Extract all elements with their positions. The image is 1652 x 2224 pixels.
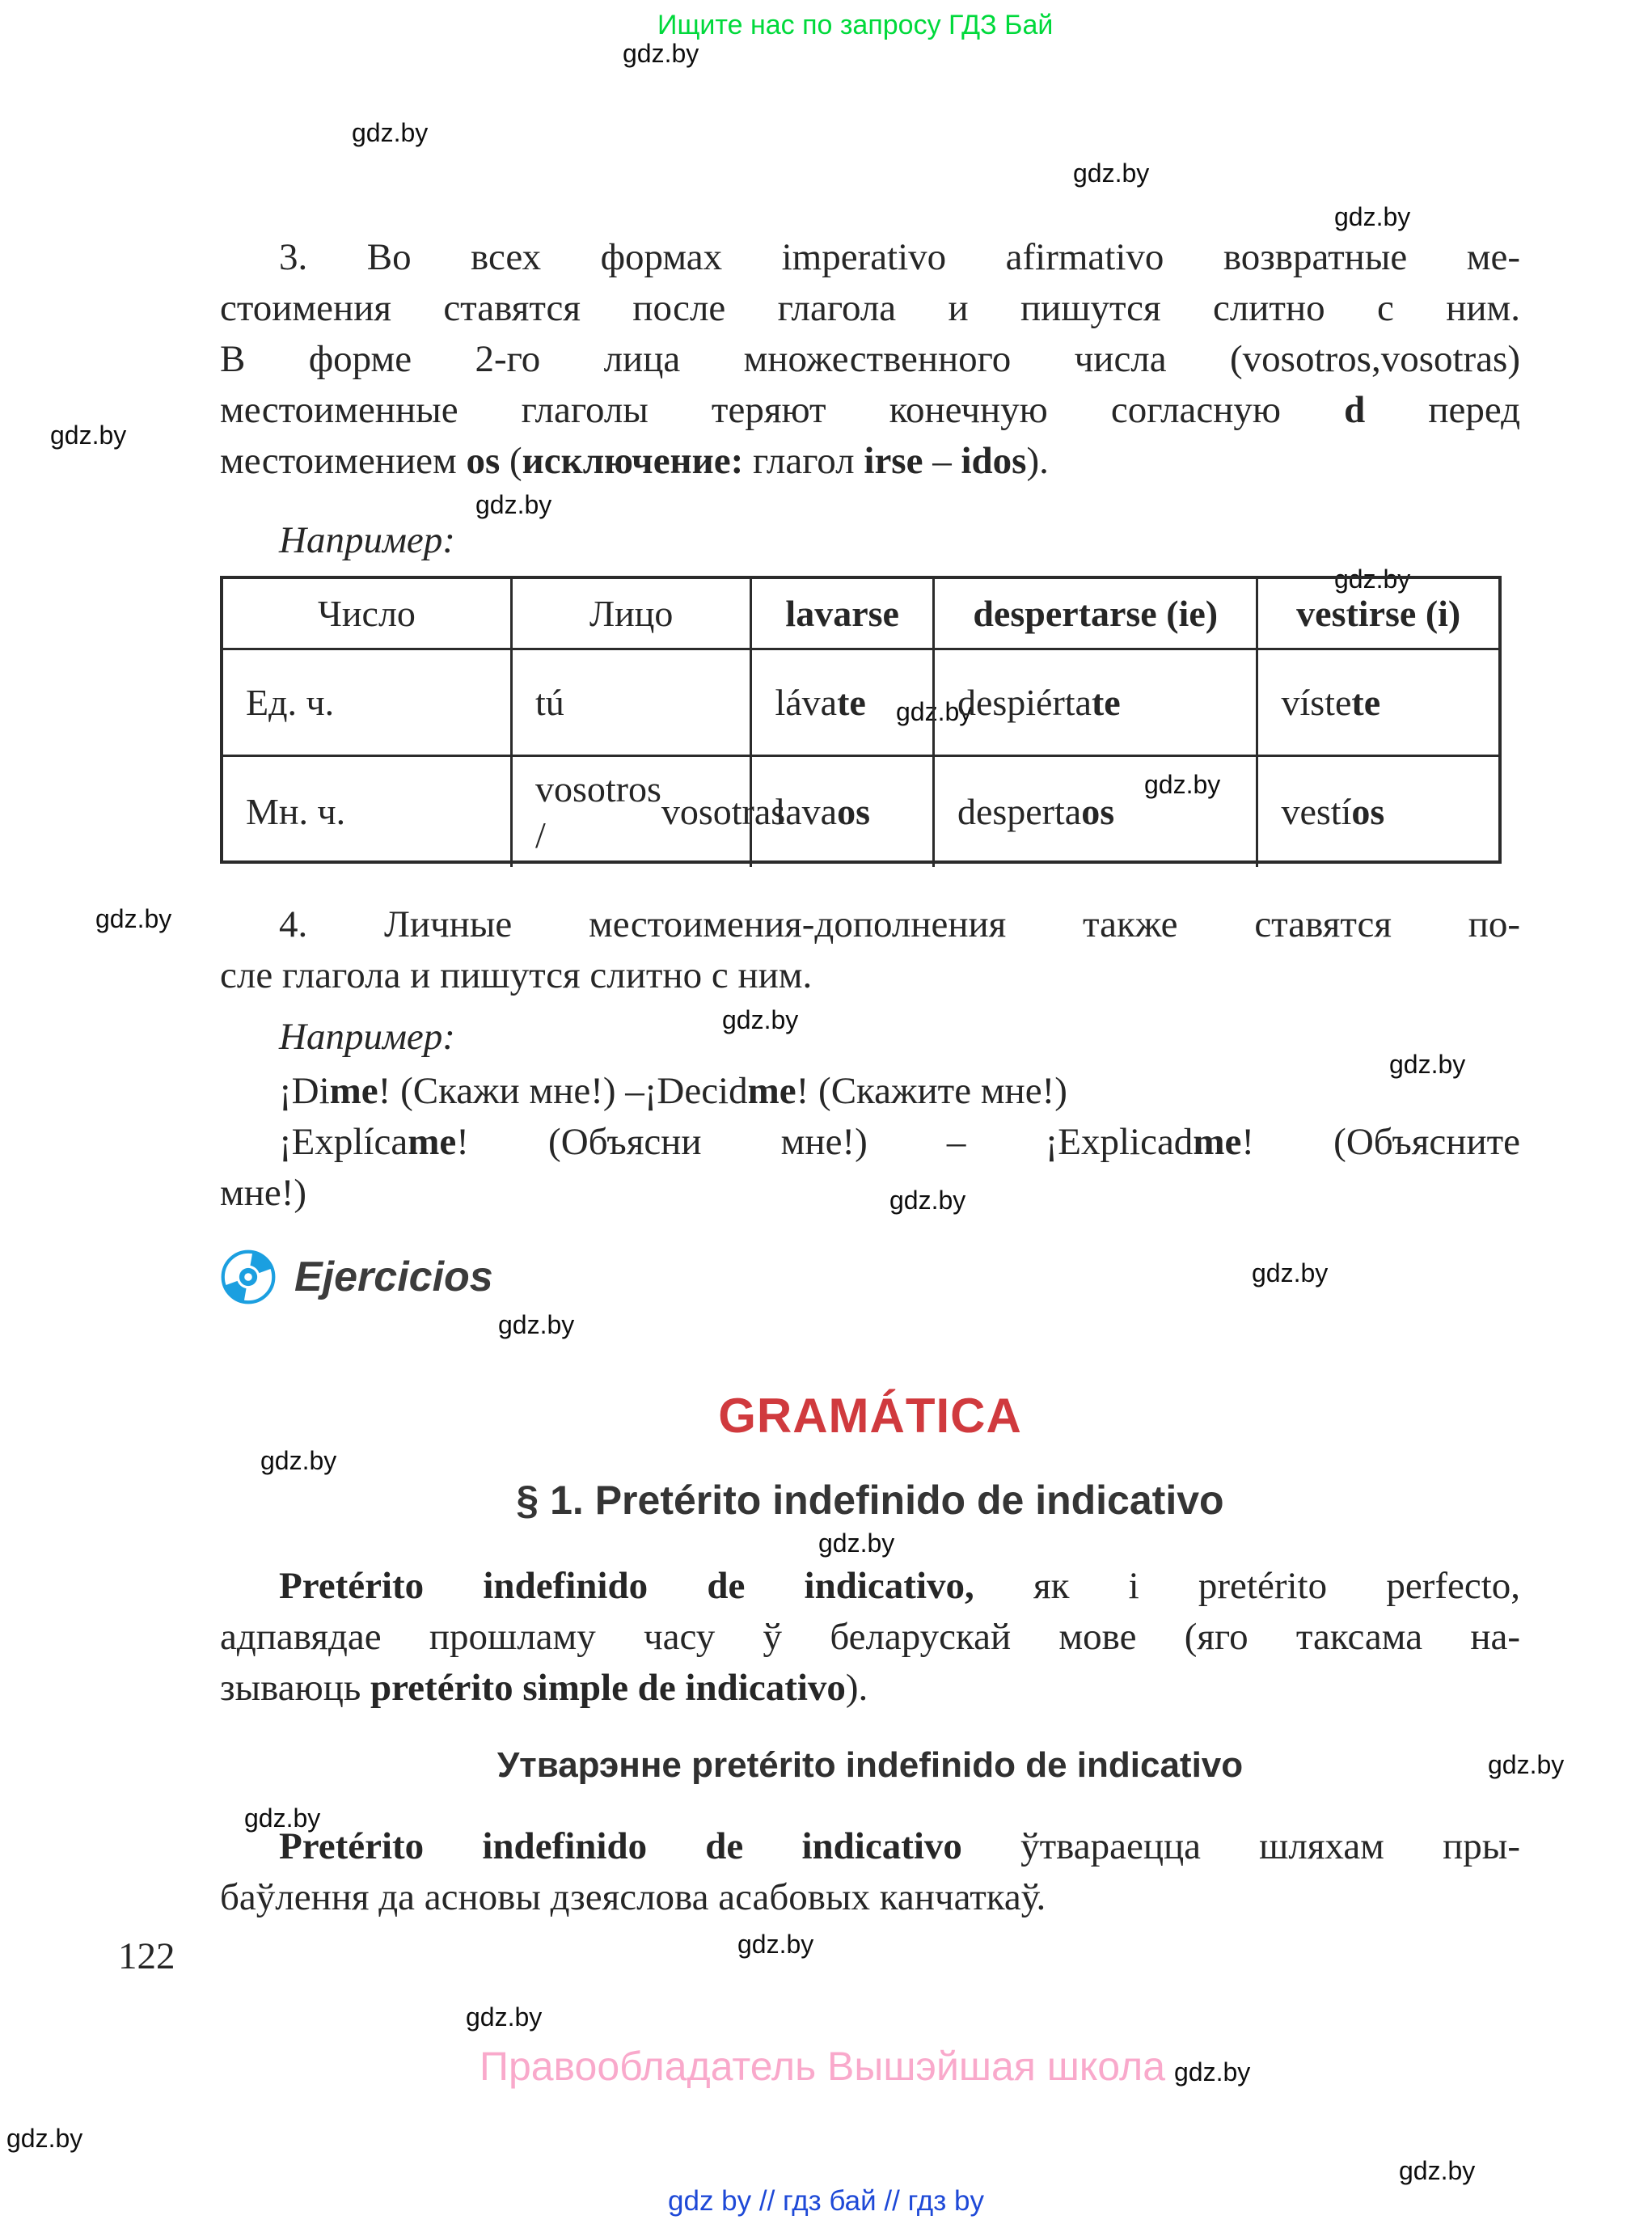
table-header-vestirse: vestirse (i) — [1258, 579, 1498, 650]
ejercicios-label: Ejercicios — [294, 1254, 493, 1300]
watermark: gdz.by — [896, 697, 973, 726]
watermark: gdz.by — [1174, 2057, 1251, 2087]
watermark: gdz.by — [1399, 2156, 1476, 2185]
section-1-title: § 1. Pretérito indefinido de indicativo — [516, 1478, 1224, 1523]
table-cell-vestios: vestíos — [1281, 791, 1385, 833]
for-example-label: Например: — [279, 519, 455, 561]
paragraph-4: 4. Личные местоимения-дополнения также ставятся по- сле глагола и пишутся слитно с ним. — [220, 903, 1520, 996]
table-cell-despertaos: despertaos — [935, 757, 1259, 867]
formation-subheading: Утварэнне pretérito indefinido de indicativo — [496, 1745, 1244, 1785]
conjugation-table — [220, 576, 1502, 864]
watermark: gdz.by — [1488, 1750, 1565, 1779]
watermark: gdz.by — [244, 1803, 321, 1833]
cd-disc-icon — [220, 1249, 277, 1305]
watermark: gdz.by — [50, 421, 127, 450]
watermark: gdz.by — [6, 2124, 83, 2153]
watermark: gdz.by — [737, 1930, 814, 1959]
table-cell-vistete: vístete — [1258, 650, 1498, 757]
watermark: gdz.by — [1252, 1258, 1329, 1287]
table-cell-plural: Мн. ч. — [223, 757, 513, 867]
table-header-despertarse: despertarse (ie) — [935, 579, 1259, 650]
watermark: gdz.by — [1073, 159, 1150, 188]
ejercicios-section — [220, 1249, 493, 1305]
page-number: 122 — [118, 1935, 175, 1977]
watermark: gdz.by — [1334, 564, 1411, 594]
watermark: gdz.by — [623, 39, 699, 68]
table-cell-despiertate: despiértate — [935, 650, 1259, 757]
footer-links: gdz by // гдз бай // гдз by — [668, 2185, 984, 2217]
watermark: gdz.by — [818, 1528, 895, 1558]
watermark: gdz.by — [260, 1446, 337, 1475]
watermark: gdz.by — [889, 1186, 966, 1215]
watermark: gdz.by — [1389, 1050, 1466, 1079]
for-example-label: Например: — [279, 1016, 455, 1058]
grammar-paragraph-2: Pretérito indefinido de indicativo ўтвараецца шляхам пры- баўлення да асновы дзеяслова асабовых канчаткаў. — [220, 1825, 1520, 1918]
watermark: gdz.by — [1334, 202, 1411, 231]
watermark: gdz.by — [95, 904, 172, 933]
grammar-paragraph-1: Pretérito indefinido de indicativo, як і pretérito perfecto, адпавядае прошламу часу ў беларускай мове (яго таксама на- зываюць pretérito simple de indicativo). — [220, 1565, 1521, 1709]
table-header-lavarse: lavarse — [752, 579, 935, 650]
gramatica-title: GRAMÁTICA — [718, 1389, 1022, 1443]
promo-banner: Ищите нас по запросу ГДЗ Бай — [657, 10, 1054, 40]
watermark: gdz.by — [352, 118, 429, 147]
watermark: gdz.by — [1144, 770, 1221, 799]
table-cell-vosotros: vosotros / vosotras — [513, 757, 752, 867]
table-header-number: Число — [223, 579, 513, 650]
watermark: gdz.by — [466, 2002, 543, 2032]
watermark: gdz.by — [498, 1310, 575, 1339]
watermark: gdz.by — [722, 1005, 799, 1034]
watermark: gdz.by — [475, 490, 552, 519]
imperative-examples: ¡Dime! (Скажи мне!) –¡Decidme! (Скажите мне!) ¡Explícame! (Объясни мне!) – ¡Explicadme! (Объясните мне!) — [220, 1070, 1520, 1214]
table-cell-lavaos: lavaos — [752, 757, 935, 867]
table-cell-singular: Ед. ч. — [223, 650, 513, 757]
table-cell-tu: tú — [513, 650, 752, 757]
table-header-person: Лицо — [513, 579, 752, 650]
paragraph-3: 3. Во всех формах imperativo afirmativo возвратные ме- стоимения ставятся после глагола и пишутся слитно с ним. В форме 2-го лица множественного числа (vosotros,vosotras) местоименные глаголы теряют конечную согласную d перед местоимением os (исключение: глагол irse – idos). — [220, 236, 1520, 482]
table-cell-lavate: lávate — [752, 650, 935, 757]
copyright-notice: Правообладатель Вышэйшая школа — [480, 2044, 1165, 2089]
